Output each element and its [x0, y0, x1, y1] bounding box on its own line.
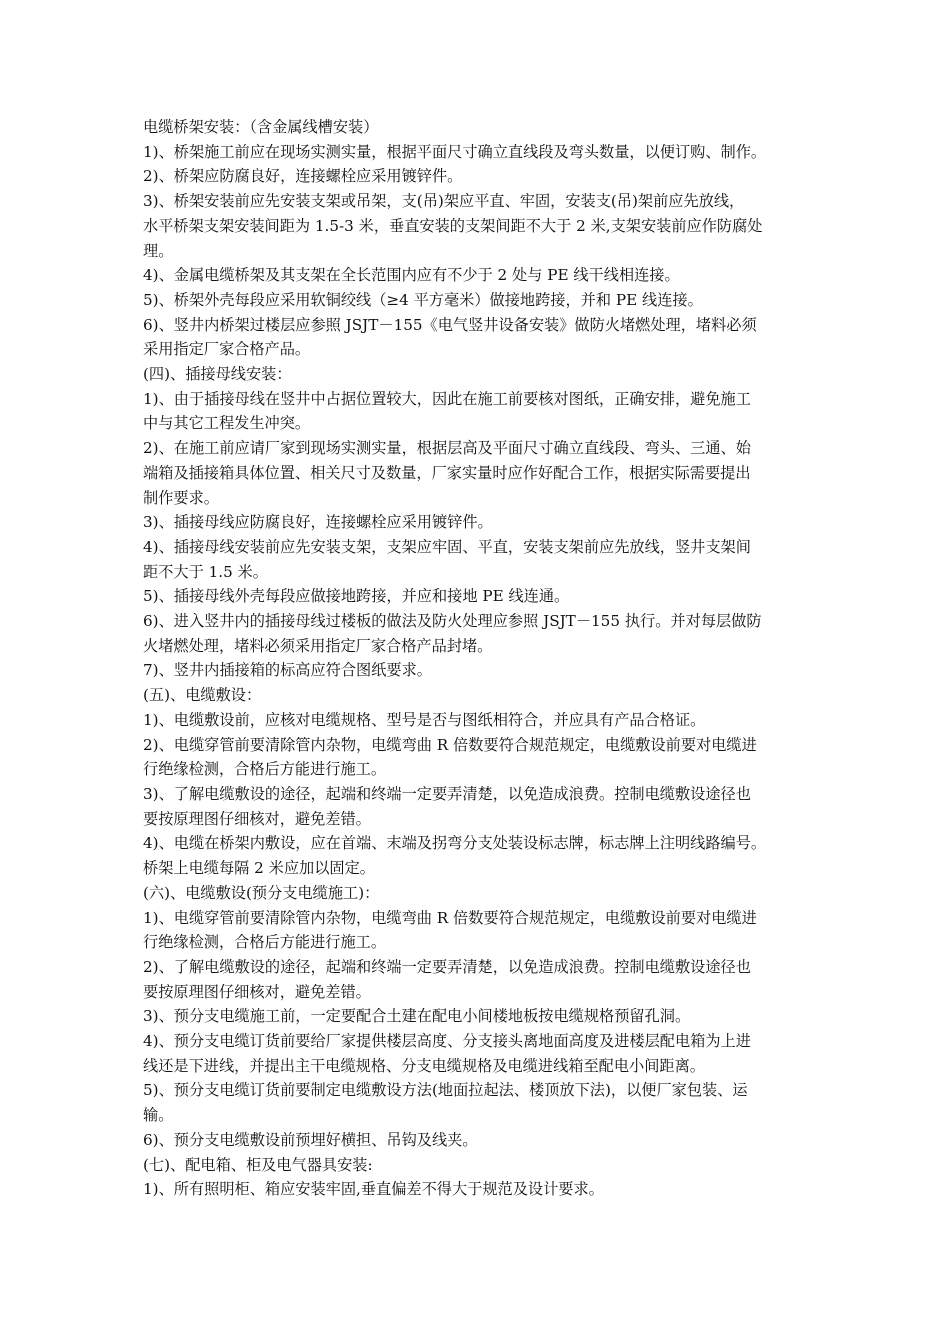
text-line: 桥架上电缆每隔 2 米应加以固定。	[143, 859, 375, 878]
text-line: 1)、电缆敷设前，应核对电缆规格、型号是否与图纸相符合，并应具有产品合格证。	[143, 710, 706, 729]
text-line: 2)、了解电缆敷设的途径，起端和终端一定要弄清楚，以免造成浪费。控制电缆敷设途径也	[143, 957, 751, 976]
text-line: 5)、插接母线外壳每段应做接地跨接，并应和接地 PE 线连通。	[143, 587, 570, 606]
text-line: (四)、插接母线安装：	[143, 365, 292, 384]
text-line: 端箱及插接箱具体位置、相关尺寸及数量，厂家实量时应作好配合工作，根据实际需要提出	[143, 463, 751, 482]
text-line: 6)、预分支电缆敷设前预埋好横担、吊钩及线夹。	[143, 1130, 478, 1149]
document-body	[143, 115, 811, 1202]
text-line: 1)、桥架施工前应在现场实测实量，根据平面尺寸确立直线段及弯头数量，以便订购、制作。	[143, 142, 767, 161]
text-line: 6)、进入竖井内的插接母线过楼板的做法及防火处理应参照 JSJT－155 执行。并对每层做防	[143, 612, 762, 631]
text-line: 线还是下进线，并提出主干电缆规格、分支电缆规格及电缆进线箱至配电小间距离。	[143, 1056, 705, 1075]
text-line: 5)、预分支电缆订货前要制定电缆敷设方法(地面拉起法、楼顶放下法)，以便厂家包装、运	[143, 1081, 748, 1100]
text-line: 火堵燃处理，堵料必须采用指定厂家合格产品封堵。	[143, 636, 493, 655]
text-line: 行绝缘检测，合格后方能进行施工。	[143, 933, 386, 952]
text-line: (七)、配电箱、柜及电气器具安装:	[143, 1155, 373, 1174]
text-line: 电缆桥架安装：（含金属线槽安装）	[143, 118, 379, 136]
text-line: 2)、桥架应防腐良好，连接螺栓应采用镀锌件。	[143, 167, 463, 186]
text-line: 要按原理图仔细核对，避免差错。	[143, 809, 371, 828]
text-line: 4)、插接母线安装前应先安装支架，支架应牢固、平直，安装支架前应先放线，竖井支架间	[143, 537, 751, 556]
text-line: 3)、桥架安装前应先安装支架或吊架，支(吊)架应平直、牢固，安装支(吊)架前应先放线，	[143, 192, 745, 211]
text-line: 距不大于 1.5 米。	[143, 562, 268, 581]
text-line: (五)、电缆敷设：	[143, 686, 262, 705]
text-line: 6)、竖井内桥架过楼层应参照 JSJT－155《电气竖井设备安装》做防火堵燃处理，堵料必须	[143, 315, 757, 334]
text-line: 3)、预分支电缆施工前，一定要配合土建在配电小间楼地板按电缆规格预留孔洞。	[143, 1007, 691, 1026]
text-line: 3)、了解电缆敷设的途径，起端和终端一定要弄清楚，以免造成浪费。控制电缆敷设途径也	[143, 784, 751, 803]
text-line: 4)、金属电缆桥架及其支架在全长范围内应有不少于 2 处与 PE 线干线相连接。	[143, 266, 680, 285]
text-line: 4)、预分支电缆订货前要给厂家提供楼层高度、分支接头离地面高度及进楼层配电箱为上进	[143, 1032, 751, 1051]
text-line: (六)、电缆敷设(预分支电缆施工)：	[143, 883, 380, 902]
text-line: 理。	[143, 241, 174, 260]
text-line: 要按原理图仔细核对，避免差错。	[143, 982, 371, 1001]
text-line: 行绝缘检测，合格后方能进行施工。	[143, 760, 386, 779]
text-line: 3)、插接母线应防腐良好，连接螺栓应采用镀锌件。	[143, 513, 493, 532]
text-line: 2)、在施工前应请厂家到现场实测实量，根据层高及平面尺寸确立直线段、弯头、三通、始	[143, 439, 751, 458]
text-line: 2)、电缆穿管前要清除管内杂物，电缆弯曲 R 倍数要符合规范规定，电缆敷设前要对电缆进	[143, 735, 757, 754]
text-line: 输。	[143, 1106, 174, 1125]
text-line: 5)、桥架外壳每段应采用软铜绞线（≥4 平方毫米）做接地跨接，并和 PE 线连接。	[143, 290, 703, 309]
text-line: 制作要求。	[143, 488, 219, 507]
text-line: 中与其它工程发生冲突。	[143, 414, 311, 433]
text-line: 1)、电缆穿管前要清除管内杂物，电缆弯曲 R 倍数要符合规范规定，电缆敷设前要对电缆进	[143, 908, 757, 927]
text-line: 采用指定厂家合格产品。	[143, 340, 311, 359]
text-line: 7)、竖井内插接箱的标高应符合图纸要求。	[143, 661, 432, 680]
text-line: 水平桥架支架安装间距为 1.5-3 米，垂直安装的支架间距不大于 2 米,支架安装前应作防腐处	[143, 216, 763, 235]
text-line: 1)、所有照明柜、箱应安装牢固,垂直偏差不得大于规范及设计要求。	[143, 1180, 604, 1199]
text-line: 1)、由于插接母线在竖井中占据位置较大，因此在施工前要核对图纸，正确安排，避免施工	[143, 389, 751, 408]
text-line: 4)、电缆在桥架内敷设，应在首端、末端及拐弯分支处装设标志牌，标志牌上注明线路编号。	[143, 834, 767, 853]
